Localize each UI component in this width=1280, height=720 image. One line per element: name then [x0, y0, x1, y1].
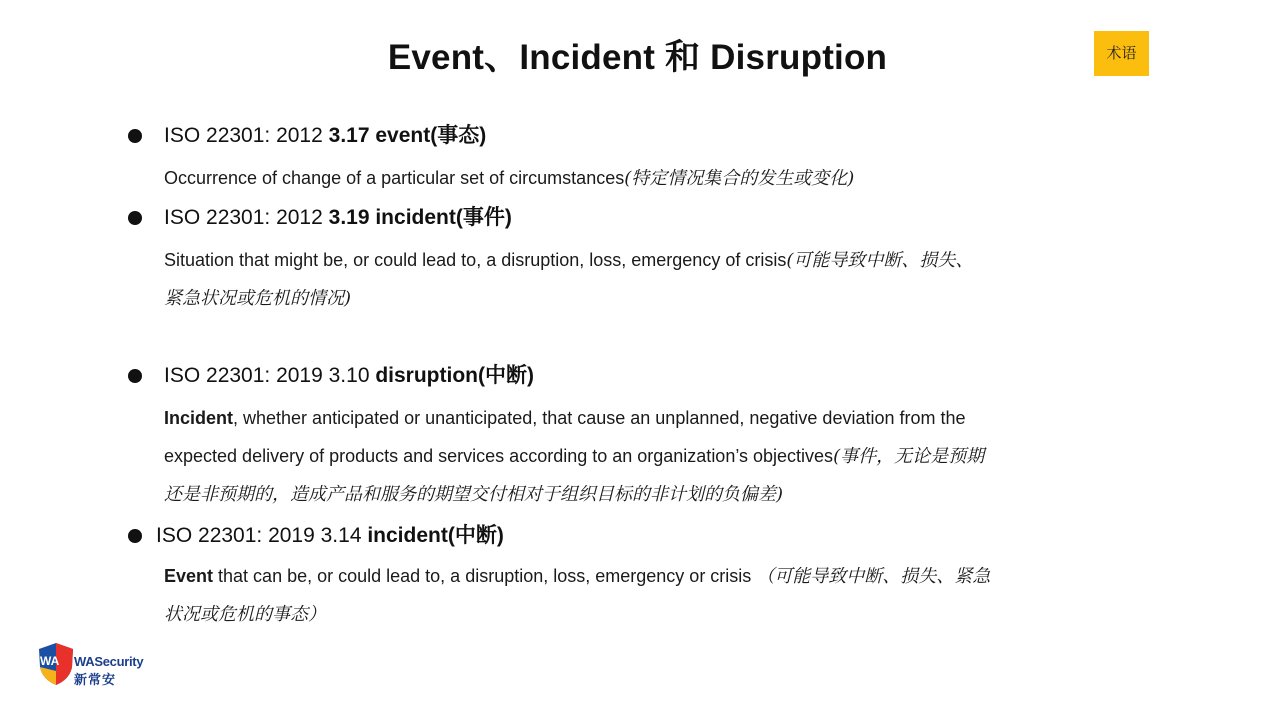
shield-logo-icon — [36, 641, 76, 687]
term-heading-disruption-2019 — [164, 362, 534, 390]
definition-line — [164, 248, 973, 273]
definition-en: Situation that might be, or could lead to, a disruption, loss, emergency of crisis — [164, 250, 787, 270]
term-name: 3.17 event(事态) — [328, 124, 487, 147]
definition-line — [164, 166, 854, 191]
bullet-dot — [128, 129, 142, 143]
definition-zh: (特定情况集合的发生或变化) — [624, 168, 855, 189]
definition-lead-term: Incident — [164, 408, 234, 428]
definition-zh: 状况或危机的事态） — [164, 604, 326, 625]
definition-line — [164, 444, 984, 469]
logo-brand-zh: 新常安 — [74, 672, 117, 687]
definition-en: that can be, or could lead to, a disruption, loss, emergency or crisis — [213, 566, 757, 586]
definition-zh: (可能导致中断、损失、 — [786, 250, 974, 271]
definition-zh: (事件，无论是预期 — [833, 446, 985, 467]
definition-line — [164, 286, 351, 311]
definition-zh: 紧急状况或危机的情况) — [164, 288, 352, 309]
svg-text:WA: WA — [40, 654, 60, 668]
definition-en: expected delivery of products and services according to an organization’s objectives — [164, 446, 834, 466]
term-name: incident(中断) — [367, 524, 504, 547]
term-heading-incident-2019 — [156, 522, 504, 550]
definition-zh: 还是非预期的，造成产品和服务的期望交付相对于组织目标的非计划的负偏差) — [164, 484, 784, 505]
term-name: 3.19 incident(事件) — [328, 206, 512, 229]
definition-en: , whether anticipated or unanticipated, that cause an unplanned, negative deviation from the — [233, 408, 966, 428]
definition-line — [164, 482, 783, 507]
definition-zh: （可能导致中断、损失、紧急 — [756, 566, 991, 587]
definition-line — [164, 564, 990, 589]
term-name: disruption(中断) — [375, 364, 534, 387]
standard-reference: ISO 22301: 2019 3.10 — [164, 364, 376, 387]
slide-title: Event、Incident 和 Disruption — [387, 38, 888, 77]
term-heading-event-2012 — [164, 122, 486, 150]
term-heading-incident-2012 — [164, 204, 512, 232]
company-logo — [36, 641, 144, 691]
terminology-badge: 术语 — [1094, 31, 1149, 76]
bullet-dot — [128, 369, 142, 383]
standard-reference: ISO 22301: 2019 3.14 — [156, 524, 368, 547]
definition-line — [164, 406, 966, 431]
bullet-dot — [128, 211, 142, 225]
definition-line — [164, 602, 326, 627]
bullet-dot — [128, 529, 142, 543]
definition-lead-term: Event — [164, 566, 214, 586]
definition-en: Occurrence of change of a particular set of circumstances — [164, 168, 625, 188]
logo-brand-en: WASecurity — [74, 654, 144, 669]
standard-reference: ISO 22301: 2012 — [164, 124, 329, 147]
standard-reference: ISO 22301: 2012 — [164, 206, 329, 229]
